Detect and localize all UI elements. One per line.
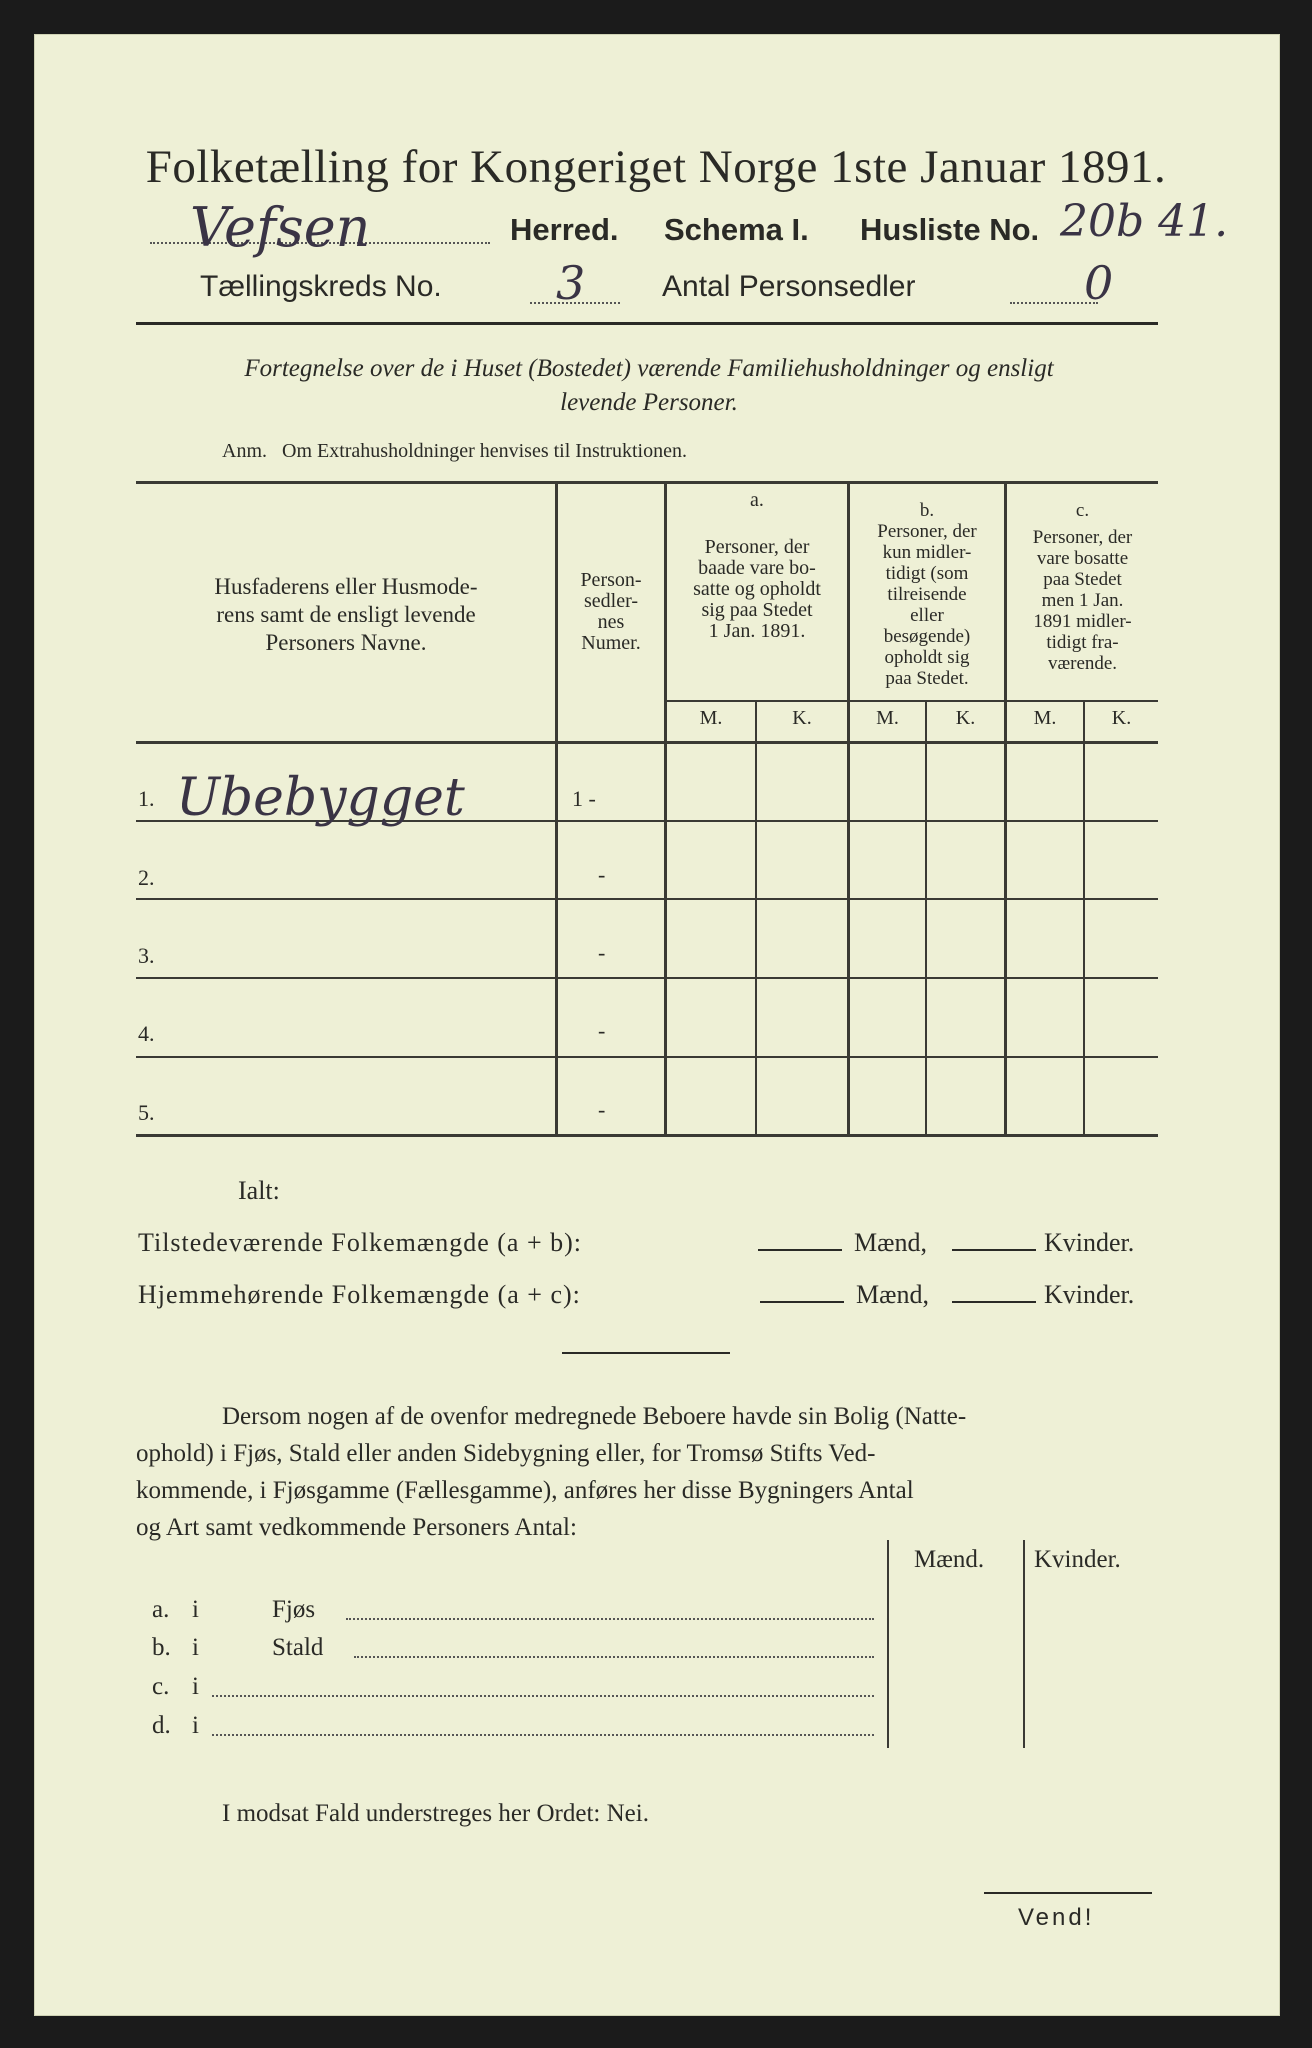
header-col-b xyxy=(850,500,1004,689)
col-b-line-6: besøgende) xyxy=(883,626,971,647)
tilstede-label: Tilstedeværende Folkemængde (a + b): xyxy=(138,1228,582,1257)
tilstede-maend: Mænd, xyxy=(854,1228,927,1257)
para-line-1: Dersom nogen af de ovenfor medregnede Beboere havde sin Bolig (Natte- xyxy=(222,1403,967,1430)
col-sep-c-mk xyxy=(1083,700,1085,1134)
tilstede-kvinder-blank xyxy=(952,1249,1036,1251)
col-c-line-1: Personer, der xyxy=(1032,527,1133,548)
col-a-letter: a. xyxy=(750,489,764,511)
item-c-line xyxy=(212,1695,874,1697)
ialt-label: Ialt: xyxy=(238,1176,280,1205)
col-a-line-2: baade vare bo- xyxy=(698,557,816,579)
personsedler-label: Antal Personsedler xyxy=(662,270,916,303)
outbuildings-sep-1 xyxy=(887,1540,889,1748)
header-num-line-2: sedler- xyxy=(583,590,638,612)
census-form-sheet xyxy=(34,34,1280,2016)
item-a-label: Fjøs xyxy=(272,1596,316,1623)
col-c-line-4: men 1 Jan. xyxy=(1041,590,1124,611)
outbuildings-paragraph xyxy=(136,1398,1156,1546)
mk-top-rule xyxy=(666,700,1158,702)
mk-b-k: K. xyxy=(955,707,976,729)
row-3-no: 3. xyxy=(138,943,155,968)
row-3-num: - xyxy=(598,940,606,965)
item-a-prep: i xyxy=(192,1596,199,1623)
item-d-prep: i xyxy=(192,1712,199,1739)
item-c-prep: i xyxy=(192,1673,199,1700)
para-line-3: kommende, i Fjøsgamme (Fællesgamme), anføres her disse Bygningers Antal xyxy=(136,1477,914,1504)
row-1-name-handwritten: Ubebygget xyxy=(176,768,465,828)
row-5-no: 5. xyxy=(138,1100,155,1125)
footer-note: I modsat Fald understreges her Ordet: Nei. xyxy=(222,1800,649,1827)
husliste-label: Husliste No. xyxy=(860,212,1040,247)
row-rule-3 xyxy=(136,977,1158,979)
husliste-no-handwritten: 20b 41. xyxy=(1060,196,1229,247)
col-c-line-7: værende. xyxy=(1047,653,1118,674)
row-rule-2 xyxy=(136,898,1158,900)
col-b-line-7: opholdt sig xyxy=(884,647,970,668)
row-rule-4 xyxy=(136,1056,1158,1058)
header-num-line-3: nes xyxy=(597,611,625,633)
item-b-prep: i xyxy=(192,1634,199,1661)
tilstede-kvinder: Kvinder. xyxy=(1044,1228,1135,1257)
mk-c-k: K. xyxy=(1111,707,1132,729)
item-b-letter: b. xyxy=(152,1634,171,1661)
item-a-line xyxy=(346,1618,874,1620)
col-b-line-2: kun midler- xyxy=(882,542,972,563)
col-c-letter: c. xyxy=(1075,500,1090,521)
tællingskreds-label: Tællingskreds No. xyxy=(200,270,442,303)
mk-c-m: M. xyxy=(1033,707,1057,729)
col-b-line-1: Personer, der xyxy=(877,521,977,542)
table-bottom-rule xyxy=(136,1134,1158,1137)
vend-label: Vend! xyxy=(1018,1904,1095,1931)
col-c-line-3: paa Stedet xyxy=(1043,569,1122,590)
section-divider xyxy=(562,1352,730,1354)
hjemme-label: Hjemmehørende Folkemængde (a + c): xyxy=(138,1280,581,1309)
item-b-label: Stald xyxy=(272,1634,324,1661)
col-b-letter: b. xyxy=(919,500,935,521)
schema-label: Schema I. xyxy=(664,212,809,247)
intro-line-2: levende Personer. xyxy=(560,389,738,416)
personsedler-no: 0 xyxy=(1084,256,1114,310)
row-4-num: - xyxy=(598,1018,606,1043)
item-b-line xyxy=(354,1656,874,1658)
col-b-line-4: tilreisende xyxy=(887,584,967,605)
header-num-line-4: Numer. xyxy=(581,632,641,654)
anm-note: Anm. Om Extrahusholdninger henvises til Instruktionen. xyxy=(222,440,687,462)
header-name-col xyxy=(140,573,552,657)
col-sep-b-mk xyxy=(925,700,927,1134)
tilstede-maend-blank xyxy=(758,1249,842,1251)
col-a-line-5: 1 Jan. 1891. xyxy=(708,620,806,642)
item-d-letter: d. xyxy=(152,1712,171,1739)
para-line-4: og Art samt vedkommende Personers Antal: xyxy=(136,1514,577,1541)
col-c-line-5: 1891 midler- xyxy=(1033,611,1132,632)
col-b-line-8: paa Stedet. xyxy=(885,668,969,689)
header-name-line-3: Personers Navne. xyxy=(265,630,427,655)
hjemme-kvinder: Kvinder. xyxy=(1044,1280,1135,1309)
mk-b-m: M. xyxy=(876,707,899,729)
row-4-no: 4. xyxy=(138,1021,155,1046)
col-a-line-3: satte og opholdt xyxy=(693,578,821,600)
col-a-line-1: Personer, der xyxy=(704,536,810,558)
row-1-no: 1. xyxy=(138,786,155,811)
header-col-c xyxy=(1007,500,1158,674)
outbuildings-sep-2 xyxy=(1023,1540,1025,1748)
item-c-letter: c. xyxy=(152,1673,170,1700)
header-rule xyxy=(136,322,1158,325)
intro-line-1: Fortegnelse over de i Huset (Bostedet) værende Familiehusholdninger og ensligt xyxy=(244,355,1054,382)
intro-text xyxy=(136,352,1162,420)
header-num-col xyxy=(558,570,664,654)
row-1-num: 1 - xyxy=(572,786,596,811)
outbuildings-col-maend: Mænd. xyxy=(914,1546,985,1573)
item-d-line xyxy=(212,1734,874,1736)
col-sep-a-mk xyxy=(755,700,757,1134)
header-num-line-1: Person- xyxy=(580,569,642,591)
col-a-line-4: sig paa Stedet xyxy=(701,599,813,621)
row-2-no: 2. xyxy=(138,865,155,890)
hjemme-maend-blank xyxy=(760,1301,844,1303)
header-col-a xyxy=(667,490,847,642)
tællingskreds-no: 3 xyxy=(556,256,586,310)
hjemme-kvinder-blank xyxy=(952,1301,1036,1303)
col-b-line-3: tidigt (som xyxy=(885,563,969,584)
vend-rule xyxy=(984,1892,1152,1894)
para-line-2: ophold) i Fjøs, Stald eller anden Sidebygning eller, for Tromsø Stifts Ved- xyxy=(136,1440,876,1467)
form-title: Folketælling for Kongeriget Norge 1ste Januar 1891. xyxy=(145,141,1167,193)
col-b-line-5: eller xyxy=(910,605,944,626)
herred-label: Herred. xyxy=(510,212,619,247)
col-c-line-2: vare bosatte xyxy=(1036,548,1129,569)
place-handwritten: Vefsen xyxy=(190,196,371,259)
header-name-line-2: rens samt de ensligt levende xyxy=(216,602,476,627)
item-a-letter: a. xyxy=(152,1596,170,1623)
mk-a-m: M. xyxy=(699,707,723,729)
row-5-num: - xyxy=(598,1097,606,1122)
outbuildings-col-kvinder: Kvinder. xyxy=(1034,1546,1121,1573)
hjemme-maend: Mænd, xyxy=(856,1280,929,1309)
header-name-line-1: Husfaderens eller Husmode- xyxy=(214,574,478,599)
col-c-line-6: tidigt fra- xyxy=(1046,632,1119,653)
row-2-num: - xyxy=(598,862,606,887)
mk-a-k: K. xyxy=(792,707,812,729)
